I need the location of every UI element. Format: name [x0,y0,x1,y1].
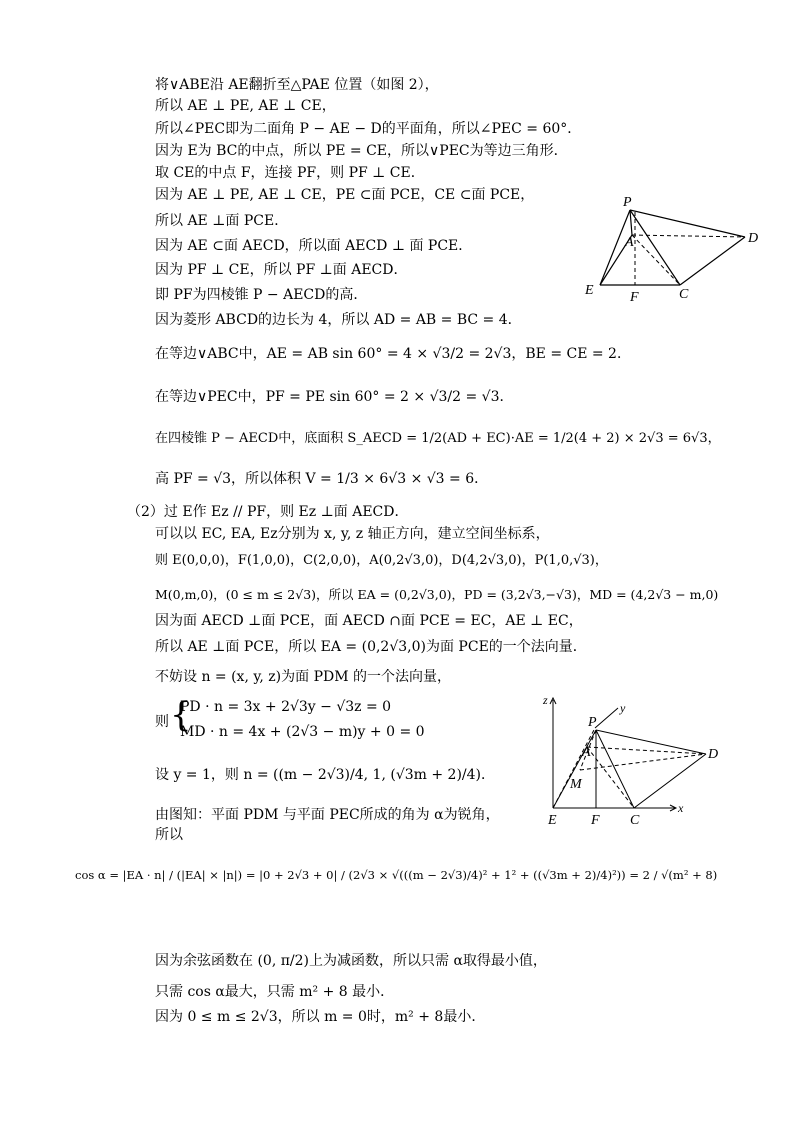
line-16: （2）过 E作 Ez // PF，则 Ez ⊥面 AECD． [127,504,409,520]
line-1: 将∨ABE沿 AE翻折至△PAE 位置（如图 2）， [155,77,439,93]
label-a: A [625,235,634,250]
label-a: A [582,745,591,760]
label-e: E [585,283,594,298]
line-5: 取 CE的中点 F，连接 PF，则 PF ⊥ CE． [155,165,425,181]
line-3: 所以∠PEC即为二面角 P − AE − D的平面角，所以∠PEC = 60°． [155,121,582,137]
system-brace: { [170,695,192,735]
label-d: D [708,747,719,762]
label-c: C [679,287,689,302]
line-20: 因为面 AECD ⊥面 PCE，面 AECD ∩面 PCE = EC，AE ⊥ EC， [155,613,583,629]
line-25: 所以 [155,827,183,843]
line-18: 则 E(0,0,0)，F(1,0,0)，C(2,0,0)，A(0,2√3,0)，D(4,2√3,0)，P(1,0,√3)， [155,553,608,568]
equation-2: MD · n = 4x + (2√3 − m)y + 0 = 0 [180,724,425,740]
edge-pc [630,210,680,285]
system-prefix: 则 [155,714,169,730]
y-axis-top [595,708,618,728]
edge-pa [630,210,632,235]
label-p: P [623,195,632,210]
line-23: 设 y = 1，则 n = ((m − 2√3)/4, 1, (√3m + 2)/4)． [155,767,496,783]
line-9: 因为 PF ⊥ CE，所以 PF ⊥面 AECD． [155,262,408,278]
label-z: z [543,693,548,707]
equation-1: PD · n = 3x + 2√3y − √3z = 0 [180,699,392,715]
line-21: 所以 AE ⊥面 PCE，所以 EA = (0,2√3,0)为面 PCE的一个法向量． [155,639,587,655]
edge-cd [680,237,745,285]
label-y: y [620,701,626,715]
edge-ad-hidden [632,235,745,237]
coordinate-figure-2 [540,690,730,830]
label-f: F [630,290,639,305]
label-f: F [591,813,600,828]
edge-ac-hidden [587,747,634,808]
line-2: 所以 AE ⊥ PE, AE ⊥ CE， [155,98,336,114]
label-x: x [678,801,684,815]
line-26: 因为余弦函数在 (0, π/2)上为减函数，所以只需 α取得最小值， [155,953,547,969]
line-15: 高 PF = √3，所以体积 V = 1/3 × 6√3 × √3 = 6． [155,471,489,487]
pyramid-figure-1 [575,190,775,310]
label-m: M [570,777,582,792]
label-e: E [548,813,557,828]
line-8: 因为 AE ⊂面 AECD，所以面 AECD ⊥ 面 PCE． [155,238,473,254]
cos-formula: cos α = |EA · n| / (|EA| × |n|) = |0 + 2√3 + 0| / (2√3 × √(((m − 2√3)/4)² + 1² + ((√3m + 2)/4)²)) = 2 / √(m² + 8) [75,868,718,882]
line-27: 只需 cos α最大，只需 m² + 8 最小． [155,984,395,1000]
label-d: D [748,231,759,246]
line-11: 因为菱形 ABCD的边长为 4，所以 AD = AB = BC = 4． [155,312,522,328]
line-19: M(0,m,0)，(0 ≤ m ≤ 2√3)，所以 EA = (0,2√3,0)，PD = (3,2√3,−√3)，MD = (4,2√3 − m,0) [155,587,719,602]
line-13: 在等边∨PEC中，PF = PE sin 60° = 2 × √3/2 = √3． [155,389,514,405]
line-6: 因为 AE ⊥ PE, AE ⊥ CE，PE ⊂面 PCE，CE ⊂面 PCE， [155,187,535,203]
line-10: 即 PF为四棱锥 P − AECD的高． [155,287,368,303]
edge-pd [630,210,745,237]
line-12: 在等边∨ABC中，AE = AB sin 60° = 4 × √3/2 = 2√3，BE = CE = 2． [155,346,631,362]
line-7: 所以 AE ⊥面 PCE． [155,213,289,229]
edge-pc [596,730,634,808]
line-4: 因为 E为 BC的中点，所以 PE = CE，所以∨PEC为等边三角形． [155,143,568,159]
line-24: 由图知：平面 PDM 与平面 PEC所成的角为 α为锐角， [155,807,500,823]
line-22: 不妨设 n = (x, y, z)为面 PDM 的一个法向量， [155,669,452,685]
line-28: 因为 0 ≤ m ≤ 2√3，所以 m = 0时，m² + 8最小． [155,1009,486,1025]
line-14: 在四棱锥 P − AECD中，底面积 S_AECD = 1/2(AD + EC)·AE = 1/2(4 + 2) × 2√3 = 6√3， [155,431,721,446]
line-17: 可以以 EC, EA, Ez分别为 x, y, z 轴正方向，建立空间坐标系， [155,526,550,542]
edge-ac-hidden [632,235,680,285]
label-p: P [588,715,597,730]
label-c: C [630,813,640,828]
